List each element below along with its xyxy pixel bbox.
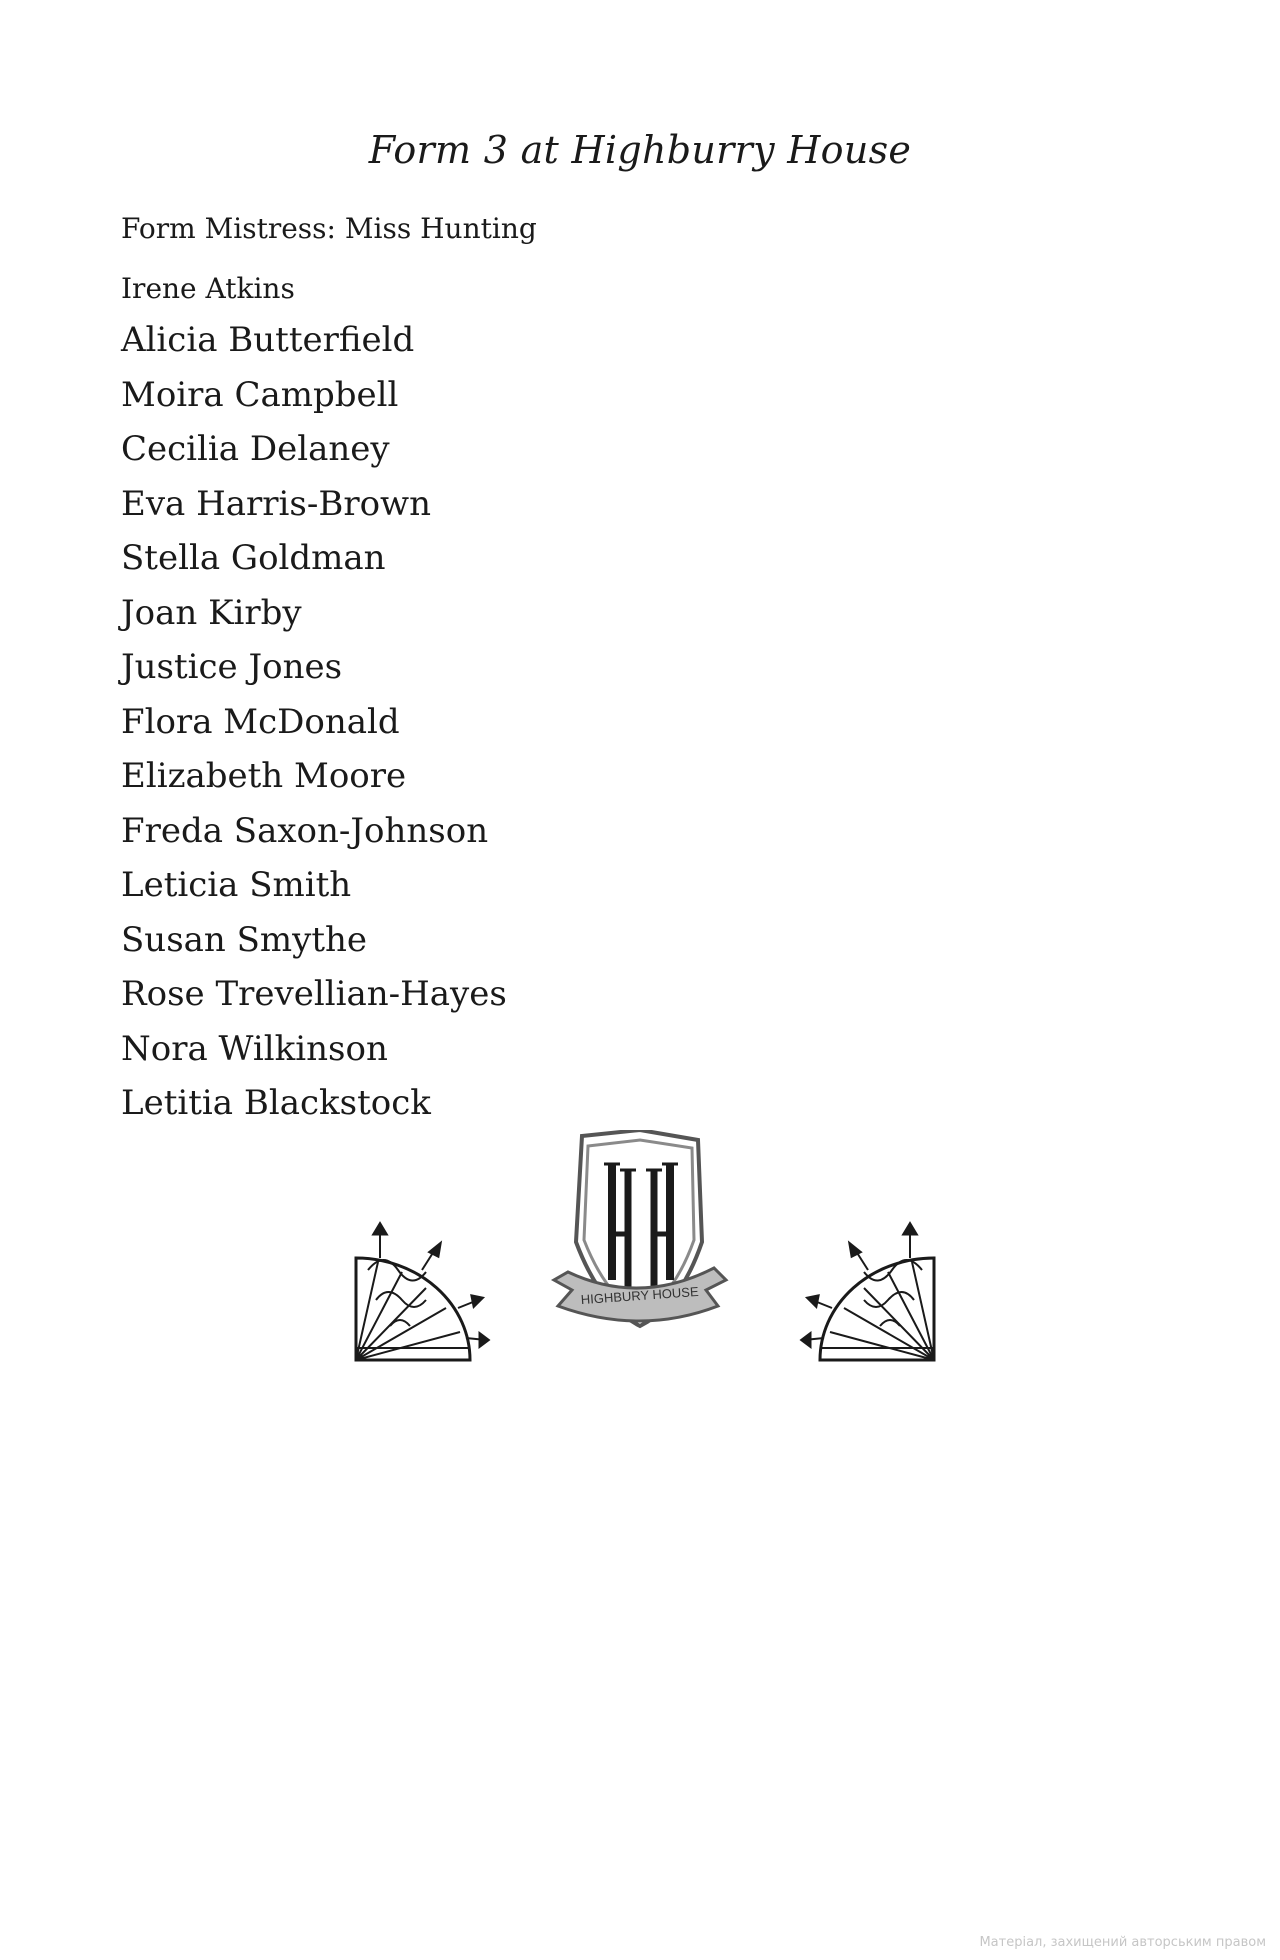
pupil-name: Flora McDonald xyxy=(121,701,400,742)
first-pupil: Irene Atkins xyxy=(121,272,295,305)
pupil-name: Freda Saxon-Johnson xyxy=(121,810,489,851)
pupil-name: Moira Campbell xyxy=(121,374,399,415)
pupil-name: Joan Kirby xyxy=(121,592,302,633)
pupil-name: Justice Jones xyxy=(121,647,343,687)
pupil-name: Rose Trevellian-Hayes xyxy=(121,974,507,1014)
pupil-name: Alicia Butterfield xyxy=(121,320,415,360)
right-gate-ornament xyxy=(802,1224,934,1360)
page-title: Form 3 at Highburry House xyxy=(368,128,912,172)
pupil-name: Letitia Blackstock xyxy=(121,1083,431,1123)
pupil-name: Stella Goldman xyxy=(121,538,386,578)
pupil-name: Eva Harris-Brown xyxy=(121,483,432,524)
school-crest xyxy=(554,1130,726,1326)
pupil-name: Elizabeth Moore xyxy=(121,756,407,796)
pupil-name: Susan Smythe xyxy=(121,919,368,960)
pupil-name: Leticia Smith xyxy=(121,865,352,905)
left-gate-ornament xyxy=(356,1224,488,1360)
pupil-name: Nora Wilkinson xyxy=(121,1028,388,1069)
copyright-watermark: Матеріал, захищений авторським правом xyxy=(979,1935,1266,1950)
pupil-list xyxy=(121,318,507,1136)
school-emblem xyxy=(350,1130,940,1370)
form-mistress: Form Mistress: Miss Hunting xyxy=(121,212,537,245)
crest-ribbon-text: HIGHBURY HOUSE xyxy=(580,1283,700,1308)
pupil-name: Cecilia Delaney xyxy=(121,429,390,469)
